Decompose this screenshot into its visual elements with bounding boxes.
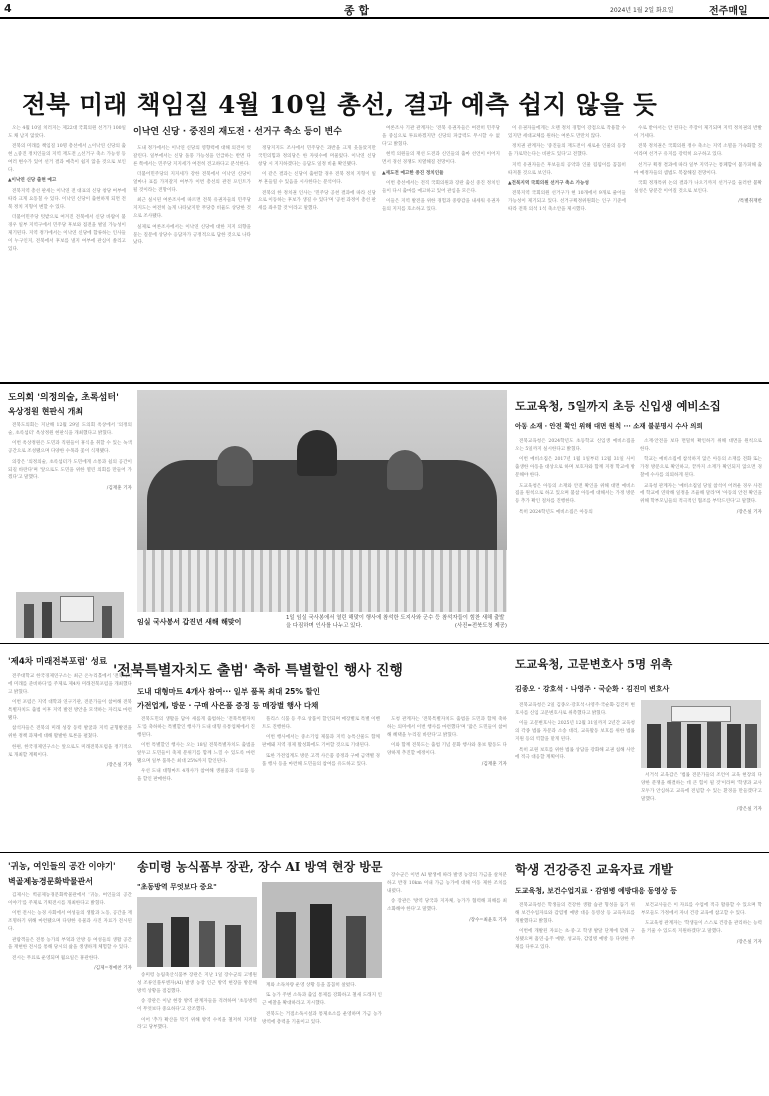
lead-col-5: [508, 125, 626, 375]
minister-photo-figure: [147, 923, 163, 967]
header-rule: [0, 17, 769, 19]
article-paragraph: 또 농가 주변 소독과 출입 통제를 강화하고 철새 도래지 인근 예찰을 확대하라고 지시했다.: [262, 993, 382, 1007]
article-paragraph: 특히 2024학년도 예비소집은 아동의: [519, 509, 593, 515]
article-paragraph: 참석자들은 전북의 미래 성장 동력 발굴과 지역 균형발전을 위한 정책 과제에 대해 활발한 토론을 펼쳤다.: [8, 726, 132, 740]
byline: /장은실 기자: [106, 763, 132, 769]
minister-photo-2-figure: [346, 916, 366, 978]
section-divider: [0, 852, 769, 853]
sale-kicker-1: 도내 대형마트 4개사 참여··· 일부 품목 최대 25% 할인: [137, 687, 321, 696]
minister-headline: 송미령 농식품부 장관, 장수 AI 방역 현장 방문: [137, 860, 383, 874]
enrollment-col-2: [640, 438, 762, 636]
lead-paragraph: 더불어민주당 텃밭으로 여겨진 전북에서 신당 바람이 불 경우 일부 지역구에서 민주당 후보와 접전을 벌일 가능성이 제기된다. 지역 정가에서는 이낙연 신당에 합류하는 인사들이 누구인지, 전북에서 후보를 낼지 여부에 관심이 쏠리고 있다.: [8, 215, 126, 252]
article-paragraph: 이와 함께 전북도는 출범 기념 문화 행사와 홍보 활동도 다양하게 추진할 예정이다.: [387, 743, 507, 757]
minister-photo-2-figure: [310, 904, 332, 978]
lead-paragraph: 수로 받아서는 안 된다는 주장이 제기되며 지역 정치권의 반발이 거세다.: [634, 126, 762, 139]
lead-paragraph: 전북지역 국회의원 선거구가 현 10개에서 9개로 줄어들 가능성이 제기되고 있다. 선거구획정위원회는 인구 기준에 따라 전북 의석 1석 축소안을 제시했다.: [508, 191, 626, 213]
sunrise-caption: 임실 국사봉서 갑진년 새해 해맞이: [137, 618, 242, 626]
minister-photo-2-figure: [276, 912, 296, 978]
minister-photo: [137, 897, 257, 967]
article-paragraph: 계와 소독차량 운영 상황 등을 꼼꼼히 살폈다.: [266, 983, 357, 988]
sunrise-photo-person: [217, 446, 253, 486]
sale-col-3: [387, 716, 507, 846]
lead-paragraph: 정당지지도 조사에서 민주당은 과반을 크게 웃돌았지만 국민의힘과 정의당은 한 자릿수에 머물렀다. 이낙연 신당 창당 시 지지하겠다는 응답도 일정 비율 확인됐다.: [258, 146, 376, 167]
article-paragraph: 보건교사들은 이 자료를 수업에 적극 활용할 수 있으며 학부모들도 가정에서 자녀 건강 교육에 참고할 수 있다.: [641, 903, 762, 916]
article-paragraph: 이번 옥상정원은 도민과 직원들이 휴식을 취할 수 있는 녹색 공간으로 조성됐으며 다양한 수목과 꽃이 식재됐다.: [8, 441, 132, 455]
article-paragraph: 플리스 식품 등 주요 상품이 할인되며 매장별로 특별 이벤트도 진행한다.: [262, 717, 380, 730]
page-header: [4, 2, 765, 16]
lead-headline: 전북 미래 책임질 4월 10일 총선, 결과 예측 쉽지 않을 듯: [22, 90, 658, 119]
article-paragraph: 학교는 예비소집에 참석하지 않은 아동의 소재를 전화 또는 가정 방문으로 확인하고, 끝까지 소재가 확인되지 않으면 경찰에 수사를 의뢰하게 된다.: [640, 457, 762, 479]
council-photo-figure: [102, 606, 112, 638]
sunrise-photo: [137, 390, 507, 612]
museum-body: [8, 892, 132, 1092]
lead-paragraph: 최근 실시된 여론조사에 따르면 전북 유권자들의 민주당 지지도는 여전히 높게 나타났지만 무당층 비율도 상당한 것으로 조사됐다.: [133, 198, 251, 220]
council-photo-sign: [60, 596, 94, 622]
article-paragraph: 이번 행사에서는 중소기업 제품과 지역 농특산물도 함께 판매돼 지역 경제 활성화에도 기여할 것으로 기대된다.: [262, 735, 380, 749]
article-paragraph: 이번 예비소집은 2017년 1월 1일부터 12월 31일 사이 출생한 아동을 대상으로 하며 보호자와 함께 지정 학교에 방문해야 한다.: [515, 457, 635, 479]
lawyers-photo-figure: [687, 724, 701, 768]
article-paragraph: 이번 포럼은 지역 대학과 연구기관, 전문가들이 참여해 전북특별자치도 출범 이후 지역 발전 방안을 모색하는 자리로 마련됐다.: [8, 700, 132, 722]
health-kicker: 도교육청, 보건수업지료 · 감염병 예방대응 동영상 등: [515, 887, 677, 895]
byline: /특별취재반: [738, 199, 762, 205]
lead-col-1: [8, 125, 126, 375]
article-paragraph: 도교육청은 아동의 소재와 안전 확인을 위해 대면 예비소집을 원칙으로 하고 있으며 불참 아동에 대해서는 가정 방문 등 추가 확인 절차를 진행한다.: [515, 483, 635, 505]
sale-col-2: [262, 716, 380, 846]
article-paragraph: 도청 관계자는 '전북특별자치도 출범을 도민과 함께 축하하는 의미에서 이번 행사를 마련했다'며 '많은 도민들이 참여해 혜택을 누리길 바란다'고 밝혔다.: [387, 717, 507, 738]
article-paragraph: 전북교육청은 2일 김종오·강호석·나영주·국순화·김진미 변호사를 신임 고문변호사로 위촉했다고 밝혔다.: [515, 703, 635, 716]
article-paragraph: 전북교육청은 학생들의 건강한 생활 습관 형성을 돕기 위해 보건수업자료와 감염병 예방 대응 동영상 등 교육자료를 개발했다고 밝혔다.: [515, 903, 635, 924]
sunrise-photo-person: [297, 430, 337, 476]
article-paragraph: 전북도민의 생활을 담아 새롭게 출범하는 '전북특별자치도'를 축하하는 특별할인 행사가 도내 대형 유통업체에서 진행된다.: [137, 717, 255, 738]
lead-paragraph: 전북 정치권은 국회의원 정수 축소는 지역 소멸을 가속화할 것이라며 선거구 유지를 강력히 요구하고 있다.: [634, 144, 762, 158]
minister-col-1: [137, 972, 257, 1092]
lead-subhead: ▲재도전 예고한 중진 정치인들: [382, 170, 444, 176]
enrollment-headline: 도교육청, 5일까지 초등 신입생 예비소집: [515, 399, 721, 413]
lead-col-3: [258, 145, 376, 375]
council-photo-figure: [42, 602, 52, 638]
article-paragraph: 서거석 교육감은 '법률 전문가들의 조언이 교육 현장의 다양한 분쟁을 해결하는 데 큰 힘이 될 것'이라며 '학생과 교사 모두가 안심하고 교육에 전념할 수 있는 환경을 만들겠다'고 말했다.: [641, 773, 762, 802]
article-paragraph: 의장은 '의정의술, 초록섬터가 도민에게 소통과 쉼의 공간이 되길 바란다'며 '앞으로도 도민을 위한 열린 의회를 만들어 가겠다'고 말했다.: [8, 459, 132, 481]
article-paragraph: 송 장관은 이날 현장 방역 관계자들을 격려하며 '초동방역이 무엇보다 중요하다'고 강조했다.: [137, 999, 257, 1013]
lead-paragraph: 이 같은 결과는 신당이 출현할 경우 전북 정치 지형이 일부 흔들릴 수 있음을 시사한다는 분석이다.: [258, 172, 376, 186]
article-paragraph: 이번 전시는 농경 사회에서 여성들의 생활과 노동, 공간을 재조명하기 위해 마련됐으며 다양한 유물과 사진 자료가 전시된다.: [8, 911, 132, 933]
forum-headline: '제4차 미래전북포럼' 성료: [8, 657, 108, 667]
lawyers-photo-figure: [727, 724, 741, 768]
masthead: 전주매일: [709, 6, 748, 17]
article-paragraph: 교육청 관계자는 '예비소집일 당일 참석이 어려운 경우 사전에 학교에 연락해 일정을 조율해 달라'며 '아동의 안전 확인을 위해 학부모님들의 적극적인 협조를 부탁드린다'고 말했다.: [640, 483, 762, 505]
forum-body: [8, 673, 132, 845]
sunrise-photo-person: [387, 450, 423, 490]
sunrise-caption-body: [286, 614, 507, 640]
article-paragraph: 전주대학교 한국경제연구소는 최근 온누리홀에서 '전북자치에 미래를 준비하다'를 주제로 제4차 미래전북포럼을 개최했다고 밝혔다.: [8, 674, 132, 695]
lawyers-photo-figure: [647, 724, 661, 768]
lawyers-headline: 도교육청, 고문변호사 5명 위촉: [515, 657, 673, 671]
article-paragraph: 우선 도내 대형마트 4개사가 참여해 생필품과 식료품 등을 할인 판매한다.: [137, 769, 255, 783]
article-paragraph: 도교육청 관계자는 '학생들이 스스로 건강을 관리하는 능력을 키울 수 있도록 지원하겠다'고 말했다.: [641, 921, 762, 935]
lawyers-photo-banner: [671, 706, 731, 722]
article-paragraph: 전북도의회는 지난해 12월 29일 도의회 옥상에서 '의정의술, 초록섬터' 옥상정원 현판식을 개최했다고 밝혔다.: [8, 423, 132, 436]
byline: /김재훈 기자: [481, 761, 507, 767]
health-col-2: [641, 902, 762, 1092]
lead-subhead: ▲전북지역 국회의원 선거구 축소 가능성: [508, 180, 589, 186]
issue-date: 2024년 1월 2일 화요일: [610, 7, 674, 14]
minister-photo-figure: [199, 921, 215, 967]
sale-col-1: [137, 716, 255, 846]
lawyers-col-2: [641, 772, 762, 844]
council-photo-figure: [24, 604, 34, 638]
lead-paragraph: 정치권 관계자는 '중진들의 재도전이 새로운 인물의 등장을 가로막는다는 비판도 있다'고 전했다.: [508, 144, 626, 158]
council-kicker: 옥상정원 현판식 개최: [8, 407, 84, 416]
page-number: 4: [4, 2, 12, 15]
lawyers-photo-figure: [745, 724, 757, 768]
lead-paragraph: 오는 4월 10일 치러지는 제22대 국회의원 선거가 100일도 채 남지 않았다.: [8, 126, 126, 139]
lawyers-photo-figure: [707, 722, 721, 768]
lead-paragraph: 국회 정개특위 논의 결과가 나오기까지 선거구를 둘러싼 불확실성은 당분간 이어질 것으로 보인다.: [634, 180, 762, 194]
lead-col-4: [382, 125, 500, 375]
article-paragraph: 송미령 농림축산식품부 장관은 지난 1일 장수군의 고병원성 조류인플루엔자(AI) 발생 농장 인근 방역 현장을 방문해 방역 상황을 점검했다.: [137, 973, 257, 994]
article-paragraph: 전북도는 거점소독시설과 통제초소를 운영하며 가금 농가 방역에 총력을 기울이고 있다.: [262, 1011, 382, 1025]
lead-paragraph: 도내 정가에서는 이낙연 신당의 영향력에 대해 의견이 엇갈린다. 일부에서는 신당 돌풍 가능성을 언급하는 반면 다른 쪽에서는 민주당 지지세가 여전히 견고하다고 분석한다.: [133, 146, 251, 167]
article-paragraph: 이번에 개발된 자료는 초·중·고 학생 발달 단계에 맞춰 구성됐으며 흡연·음주 예방, 성교육, 감염병 예방 등 다양한 주제를 다루고 있다.: [515, 929, 635, 951]
lead-paragraph: 전북의 미래를 책임질 10명 총선에서 △이낙연 신당의 출현 △중진 정치인들의 지역 재도전 △선거구 축소 가능성 등 여러 변수가 있어 선거 결과 예측이 쉽지 않을 것으로 보인다.: [8, 144, 126, 174]
article-paragraph: 김제시는 벽골제농경문화박물관에서 '귀농, 여인들의 공간 이야기'를 주제로 기획전시를 개최한다고 밝혔다.: [8, 893, 132, 906]
article-paragraph: 전시는 무료로 운영되며 월요일은 휴관한다.: [12, 955, 100, 961]
sunrise-caption-text: 1일 임실 국사봉에서 열린 해맞이 행사에 참석한 도지사와 군수 등 참석자들이 힘찬 새해 출발을 다짐하며 인사를 나누고 있다.: [286, 615, 505, 629]
lead-kicker: 이낙연 신당 · 중진의 재도전 · 선거구 축소 등이 변수: [133, 127, 342, 137]
lead-paragraph: 실제로 여론조사에서는 이낙연 신당에 대한 지지 의향을 묻는 질문에 상당수 응답자가 긍정적으로 답한 것으로 나타났다.: [133, 224, 251, 246]
lead-paragraph: 전북지역 총선 판세는 이낙연 전 대표의 신당 창당 여부에 따라 크게 요동칠 수 있다. 이낙연 신당이 출현하게 되면 전북 정치 지형이 변할 수 있다.: [8, 188, 126, 210]
sale-headline: '전북특별자치도 출범' 축하 특별할인 행사 진행: [113, 663, 403, 679]
lead-subhead: ▲이낙연 신당 출현 예고: [8, 178, 57, 184]
museum-kicker: 벽골제농경문화박물관서: [8, 877, 94, 886]
council-headline: 도의회 '의정의술, 초록섬터': [8, 393, 119, 403]
lead-paragraph: 더불어민주당의 지지세가 강한 전북에서 이낙연 신당이 얼마나 표를 가져갈지 여부가 이번 총선의 관전 포인트가 될 것이라는 전망이다.: [133, 172, 251, 194]
article-paragraph: 특히 교원 보호를 위한 법률 상담을 강화해 교권 침해 사안에 적극 대응할 계획이다.: [515, 747, 635, 761]
lead-paragraph: 이 유권자들에게는 오랜 정치 경험이 강점으로 작용할 수 있지만 세대교체를 원하는 여론도 만만치 않다.: [508, 126, 626, 139]
article-paragraph: 장수군은 이번 AI 발생에 따라 발생 농장의 가금을 살처분하고 반경 10km 이내 가금 농가에 대해 이동 제한 조치를 내렸다.: [387, 873, 507, 894]
article-paragraph: 소재·안전을 보다 면밀히 확인하기 위해 대면을 원칙으로 한다.: [640, 439, 762, 452]
section-title: 종 합: [344, 4, 370, 17]
article-paragraph: 전북교육청은 2024학년도 초등학교 신입생 예비소집을 오는 5일까지 실시한다고 밝혔다.: [515, 439, 635, 452]
byline: /장수=최윤호 기자: [469, 917, 507, 923]
article-paragraph: 이번 특별할인 행사는 오는 18일 전북특별자치도 출범을 앞두고 도민들이 축제 분위기를 함께 느낄 수 있도록 마련됐으며 일부 품목은 최대 25%까지 할인된다.: [137, 743, 255, 765]
lawyers-photo: [641, 700, 761, 768]
byline: /장은실 기자: [736, 509, 762, 515]
article-paragraph: 송 장관은 '방역 당국과 지자체, 농가가 협력해 피해를 최소화해야 한다'고 말했다.: [387, 899, 507, 913]
lead-paragraph: 전북의 한 정치권 인사는 '민주당 공천 결과에 따라 신당으로 이동하는 후보가 생길 수 있다'며 '공천 과정이 총선 판세를 좌우할 것'이라고 말했다.: [258, 190, 376, 212]
lead-paragraph: 지역 유권자들은 후보들의 공약과 인물 됨됨이를 꼼꼼히 따져볼 것으로 보인다.: [508, 162, 626, 176]
section-divider: [0, 643, 769, 644]
lead-paragraph: 여론조사 기관 관계자는 '전북 유권자들은 여전히 민주당을 중심으로 투표하겠지만 신당의 파급력도 무시할 수 없다'고 밝혔다.: [382, 126, 500, 147]
sunrise-caption-credit: (사진=전북도청 제공): [454, 623, 507, 629]
byline: /장은실 기자: [736, 939, 762, 945]
museum-headline: '귀농, 여인들의 공간 이야기': [8, 862, 116, 872]
lawyers-col-1: [515, 702, 635, 844]
lead-paragraph: 현역 의원들의 재선 도전과 신인들의 출마 선언이 이어지면서 경선 경쟁도 치열해질 전망이다.: [382, 152, 500, 166]
article-paragraph: 이어 '추가 확산을 막기 위해 방역 수칙을 철저히 지켜달라'고 당부했다.: [137, 1017, 257, 1031]
article-paragraph: 또한 가전업계도 방문 고객 사은품 증정과 구매 금액별 경품 행사 등을 마련해 도민들의 참여를 유도하고 있다.: [262, 753, 380, 767]
lawyers-kicker: 김종오 · 강호석 · 나영주 · 국순화 · 김진미 변호사: [515, 685, 670, 693]
sale-kicker-2: 가전업계, 방문 · 구매 사은품 증정 등 매장별 행사 다채: [137, 701, 319, 710]
byline: /장은실 기자: [736, 807, 762, 813]
sunrise-photo-ribbon: [137, 550, 507, 612]
lead-paragraph: 선거구 획정 결과에 따라 일부 지역구는 통폐합이 불가피해 출마 예정자들의 셈법도 복잡해질 전망이다.: [634, 162, 762, 176]
health-col-1: [515, 902, 635, 1092]
enrollment-col-1: [515, 438, 635, 636]
minister-photo-figure: [171, 917, 189, 967]
article-paragraph: 관람객들은 전통 농가의 부엌과 안방 등 여성들의 생활 공간을 재현한 전시를 통해 당시의 삶을 생생하게 체험할 수 있다.: [8, 937, 132, 951]
lawyers-photo-figure: [667, 722, 681, 768]
minister-photo-figure: [225, 925, 241, 967]
minister-col-3: [387, 872, 507, 1092]
lead-col-6: [634, 125, 762, 375]
enrollment-kicker: 아동 소재 · 안전 확인 위해 대면 원칙 ··· 소재 불분명시 수사 의뢰: [515, 422, 703, 430]
lead-paragraph: 이들은 지역 발전을 위한 경험과 중량감을 내세워 유권자들의 지지를 호소하고 있다.: [382, 199, 500, 213]
council-photo: [16, 592, 124, 638]
section-divider: [0, 382, 769, 384]
lead-paragraph: 이번 총선에서는 전직 국회의원과 장관 출신 중진 정치인들이 다시 출마를 예고하고 있어 관심을 모은다.: [382, 180, 500, 194]
article-paragraph: 이들 고문변호사는 2025년 12월 31일까지 2년간 교육청의 각종 법률 자문과 소송 대리, 교육활동 보호를 위한 법률 지원 등의 역할을 맡게 된다.: [515, 721, 635, 743]
minister-photo-2: [262, 882, 382, 978]
health-headline: 학생 건강증진 교육자료 개발: [515, 862, 673, 877]
byline: /김제=정예찬 기자: [94, 966, 132, 972]
lead-col-2: [133, 145, 251, 375]
article-paragraph: 한편, 한국경제연구소는 앞으로도 미래전북포럼을 정기적으로 개최할 계획이다.: [8, 744, 132, 758]
byline: /김재훈 기자: [106, 485, 132, 491]
minister-col-2: [262, 982, 382, 1092]
minister-kicker: "초동방역 무엇보다 중요": [137, 883, 217, 891]
council-body: [8, 422, 132, 588]
